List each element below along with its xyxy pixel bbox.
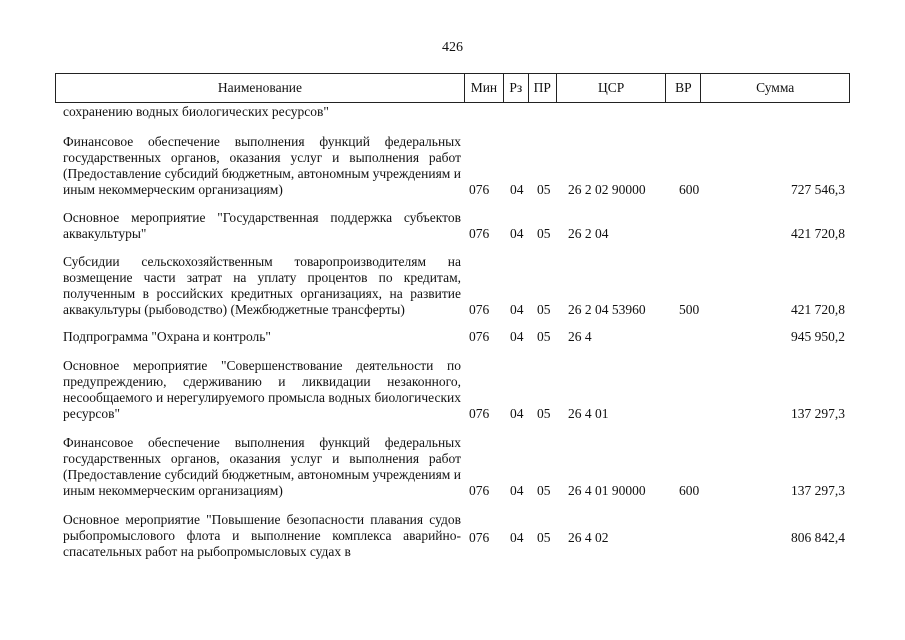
row-values	[63, 483, 853, 499]
table-header	[55, 73, 850, 103]
table-row	[63, 104, 853, 120]
row-values	[63, 329, 853, 345]
row-min: 076	[469, 483, 490, 498]
header-vr: ВР	[666, 74, 701, 102]
row-pr: 05	[537, 329, 551, 344]
row-pr: 05	[537, 302, 551, 317]
header-name: Наименование	[56, 74, 465, 102]
row-min: 076	[469, 406, 490, 421]
row-sum: 421 720,8	[791, 302, 845, 317]
table-row	[63, 435, 853, 499]
row-values	[63, 530, 853, 546]
table-row	[63, 210, 853, 242]
row-vr: 600	[679, 483, 700, 498]
row-csr: 26 2 04 53960	[568, 302, 646, 317]
row-csr: 26 2 04	[568, 226, 609, 241]
row-rz: 04	[510, 530, 524, 545]
row-sum: 421 720,8	[791, 226, 845, 241]
row-sum: 137 297,3	[791, 406, 845, 421]
table-row	[63, 358, 853, 422]
row-rz: 04	[510, 226, 524, 241]
row-values	[63, 104, 853, 120]
header-sum: Сумма	[756, 80, 795, 95]
row-pr: 05	[537, 226, 551, 241]
header-min: Мин	[465, 74, 504, 102]
row-sum: 945 950,2	[791, 329, 845, 344]
row-name: Основное мероприятие "Повышение безопасности плавания судов рыбопромыслового флота и выполнение комплекса аварийно-спасательных работ на рыбопромысловых судах в	[63, 512, 461, 559]
row-name: Основное мероприятие "Совершенствование деятельности по предупреждению, сдерживанию и ликвидации незаконного, несообщаемого и нерегулируемого промысла водных биологических ресурсов"	[63, 358, 461, 421]
row-min: 076	[469, 329, 490, 344]
row-name: Субсидии сельскохозяйственным товаропроизводителям на возмещение части затрат на уплату процентов по кредитам, полученным в российских кредитных организациях, на развитие аквакультуры (рыбоводство) (Межбюджетные трансферты)	[63, 254, 461, 317]
row-name: Основное мероприятие "Государственная поддержка субъектов аквакультуры"	[63, 210, 461, 241]
row-pr: 05	[537, 406, 551, 421]
row-rz: 04	[510, 182, 524, 197]
table-row	[63, 512, 853, 560]
row-csr: 26 2 02 90000	[568, 182, 646, 197]
header-pr: ПР	[529, 74, 557, 102]
row-values	[63, 302, 853, 318]
row-rz: 04	[510, 406, 524, 421]
row-csr: 26 4 01	[568, 406, 609, 421]
row-pr: 05	[537, 483, 551, 498]
row-sum: 727 546,3	[791, 182, 845, 197]
row-min: 076	[469, 182, 490, 197]
row-csr: 26 4 01 90000	[568, 483, 646, 498]
header-csr: ЦСР	[557, 74, 667, 102]
row-sum: 806 842,4	[791, 530, 845, 545]
row-vr: 600	[679, 182, 700, 197]
row-csr: 26 4	[568, 329, 592, 344]
table-row	[63, 329, 853, 345]
row-name: сохранению водных биологических ресурсов"	[63, 104, 329, 119]
header-rz: Рз	[504, 74, 529, 102]
row-rz: 04	[510, 483, 524, 498]
row-pr: 05	[537, 182, 551, 197]
row-rz: 04	[510, 329, 524, 344]
table-body	[63, 104, 853, 560]
row-csr: 26 4 02	[568, 530, 609, 545]
row-values	[63, 182, 853, 198]
row-values	[63, 406, 853, 422]
row-values	[63, 226, 853, 242]
row-vr: 500	[679, 302, 700, 317]
row-sum: 137 297,3	[791, 483, 845, 498]
row-name: Финансовое обеспечение выполнения функций федеральных государственных органов, оказания услуг и выполнения работ (Предоставление субсидий бюджетным, автономным учреждениям и иным некоммерческим организациям)	[63, 134, 461, 197]
row-rz: 04	[510, 302, 524, 317]
row-min: 076	[469, 302, 490, 317]
page-number: 426	[442, 40, 463, 55]
table-row	[63, 134, 853, 198]
row-name: Финансовое обеспечение выполнения функций федеральных государственных органов, оказания услуг и выполнения работ (Предоставление субсидий бюджетным, автономным учреждениям и иным некоммерческим организациям)	[63, 435, 461, 498]
row-pr: 05	[537, 530, 551, 545]
row-name: Подпрограмма "Охрана и контроль"	[63, 329, 271, 344]
row-min: 076	[469, 530, 490, 545]
row-min: 076	[469, 226, 490, 241]
table-row	[63, 254, 853, 318]
